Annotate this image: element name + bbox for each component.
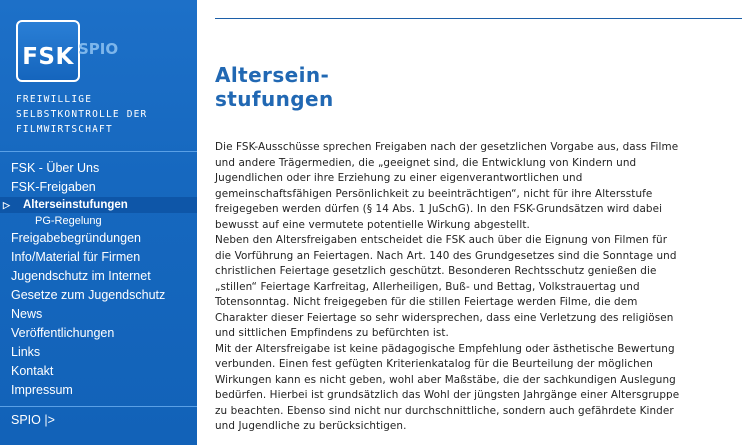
fsk-logo[interactable] (16, 20, 80, 82)
content-line: Mit der Altersfreigabe ist keine pädagogische Empfehlung oder ästhetische Bewertung (215, 342, 675, 355)
nav-item-ueber-uns[interactable]: FSK - Über Uns (11, 161, 100, 175)
nav-divider-top (0, 151, 197, 152)
content-line: Neben den Altersfreigaben entscheidet die FSK auch über die Eignung von Filmen für (215, 234, 668, 246)
content-line: Die FSK-Ausschüsse sprechen Freigaben nach der gesetzlichen Vorgabe aus, dass Filme (215, 141, 679, 153)
nav-divider-bottom (0, 406, 197, 407)
tagline-line: FILMWIRTSCHAFT (16, 124, 113, 135)
content-line: zu beachten. Ebenso sind nicht nur durchschnittliche, sondern auch gefährdete Kinder (215, 404, 674, 417)
content-line: gemeinschaftsfähigen Persönlichkeit zu beeinträchtigen“, nicht für ihre Altersstufe (215, 187, 653, 200)
content-line: und sittlichen Empfindens zu befürchten ist. (215, 327, 449, 339)
content-line: bedürfen. Hierbei ist grundsätzlich das Wohl der jüngsten Jahrgänge einer Altersgruppe (215, 389, 680, 401)
nav-item-veroeffentlichungen[interactable]: Veröffentlichungen (11, 326, 115, 340)
tagline-line: SELBSTKONTROLLE DER (16, 109, 148, 120)
nav-item-label: Alterseinstufungen (23, 199, 128, 211)
content-line: Wirkungen kann es nicht geben, wohl aber Maßstäbe, die der sachkundigen Auslegung (215, 373, 676, 386)
page-title-line: stufungen (215, 87, 334, 111)
content-line: christlichen Feiertage gesetzlich geschützt. Besonderen Rechtsschutz genießen die (215, 265, 657, 277)
tagline (16, 92, 191, 137)
nav-item-links[interactable]: Links (11, 345, 41, 359)
content-line: „stillen“ Feiertage Karfreitag, Allerheiligen, Buß- und Bettag, Volkstrauertag und (215, 280, 640, 293)
nav-item-gesetze[interactable]: Gesetze zum Jugendschutz (11, 288, 166, 302)
nav-item-info-material[interactable]: Info/Material für Firmen (11, 250, 141, 264)
content-line: verbunden. Einen fest gefügten Kriterienkatalog für die Beurteilung der möglichen (215, 358, 653, 370)
nav-item-news[interactable]: News (11, 307, 43, 321)
content-line: Jugendlichen oder ihre Erziehung zu einer eigenverantwortlichen und (215, 172, 583, 184)
top-rule (215, 18, 742, 19)
content-line: freigegeben werden dürfen (§ 14 Abs. 1 JuSchG). In den FSK-Grundsätzen wird dabei (215, 203, 663, 215)
spio-logo[interactable]: SPIO (78, 40, 119, 58)
tagline-line: FREIWILLIGE (16, 94, 93, 105)
sidebar (0, 0, 197, 445)
content-line: und Jugendliche zu berücksichtigen. (215, 420, 407, 432)
content-line: Totensonntag. Nicht freigegeben für die stillen Feiertage werden Filme, die dem (215, 296, 638, 308)
content-line: Charakter dieser Feiertage so sehr widersprechen, dass eine Verletzung des religiösen (215, 311, 674, 324)
nav-item-pg-regelung[interactable]: PG-Regelung (35, 215, 102, 227)
content-line: und andere Trägermedien, die „geeignet sind, die Entwicklung von Kindern und (215, 156, 637, 169)
content-line: bewusst auf eine vermutete potentielle Wirkung abgestellt. (215, 218, 530, 231)
page-title (215, 63, 535, 111)
active-arrow-icon: ▷ (3, 200, 10, 210)
nav-item-alterseinstufungen[interactable] (0, 197, 197, 213)
spio-footer-link[interactable]: SPIO |> (11, 413, 55, 427)
nav-item-freigabebegruendungen[interactable]: Freigabebegründungen (11, 231, 141, 245)
main-content (215, 140, 735, 435)
logo-text: FSK (22, 44, 74, 70)
nav-item-jugendschutz-internet[interactable]: Jugendschutz im Internet (11, 269, 151, 283)
content-line: die Vorführung an Feiertagen. Nach Art. 140 des Grundgesetzes sind die Sonntage und (215, 249, 677, 262)
nav-item-kontakt[interactable]: Kontakt (11, 364, 54, 378)
nav-item-impressum[interactable]: Impressum (11, 383, 73, 397)
page-title-line: Altersein- (215, 63, 330, 87)
nav-item-fsk-freigaben[interactable]: FSK-Freigaben (11, 180, 96, 194)
main-nav (0, 159, 197, 400)
